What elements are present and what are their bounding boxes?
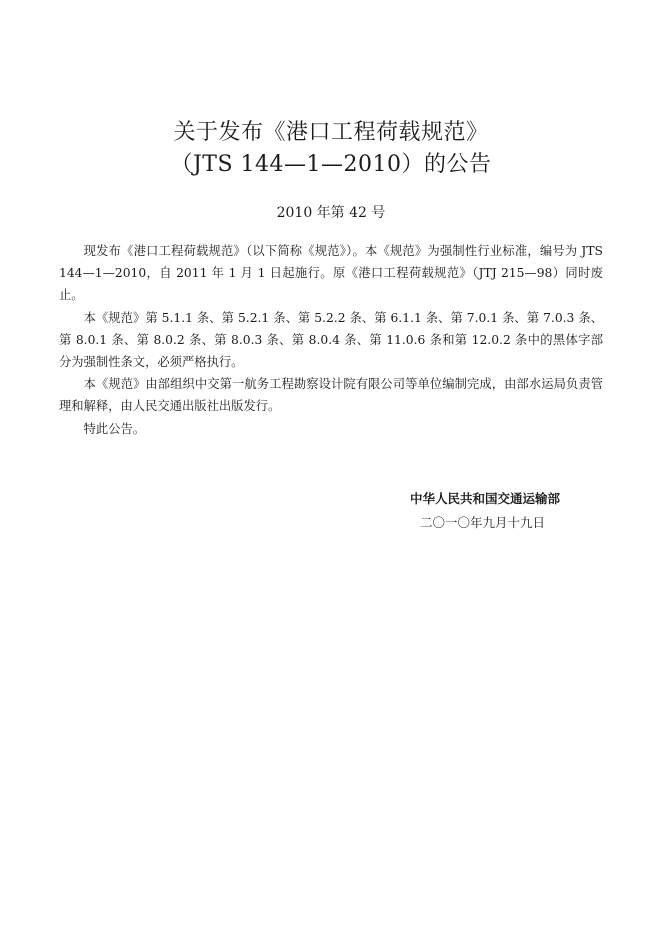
announcement-title-line1: 关于发布《港口工程荷载规范》 — [173, 120, 489, 145]
paragraph-publication: 现发布《港口工程荷载规范》（以下简称《规范》）。本《规范》为强制性行业标准，编号为 JTS 144—1—2010，自 2011 年 1 月 1 日起施行。原《港口工程荷载规范》（JTJ 215—98）同时废止。 — [59, 244, 603, 303]
paragraph-compilation: 本《规范》由部组织中交第一航务工程勘察设计院有限公司等单位编制完成，由部水运局负责管理和解释，由人民交通出版社出版发行。 — [59, 377, 603, 414]
signature-organization: 中华人民共和国交通运输部 — [409, 491, 560, 506]
announcement-title-line2: （JTS 144—1—2010）的公告 — [170, 152, 492, 177]
signature-date: 二〇一〇年九月十九日 — [419, 515, 545, 530]
document-number: 2010 年第 42 号 — [276, 205, 386, 221]
paragraph-closing: 特此公告。 — [83, 421, 146, 436]
paragraph-mandatory-clauses: 本《规范》第 5.1.1 条、第 5.2.1 条、第 5.2.2 条、第 6.1.1 条、第 7.0.1 条、第 7.0.3 条、第 8.0.1 条、第 8.0.2 条、第 8.0.3 条、第 8.0.4 条、第 11.0.6 条和第 12.0.2 条中的黑体字部分为强制性条文，必须严格执行。 — [59, 310, 603, 370]
announcement-body — [59, 240, 603, 440]
